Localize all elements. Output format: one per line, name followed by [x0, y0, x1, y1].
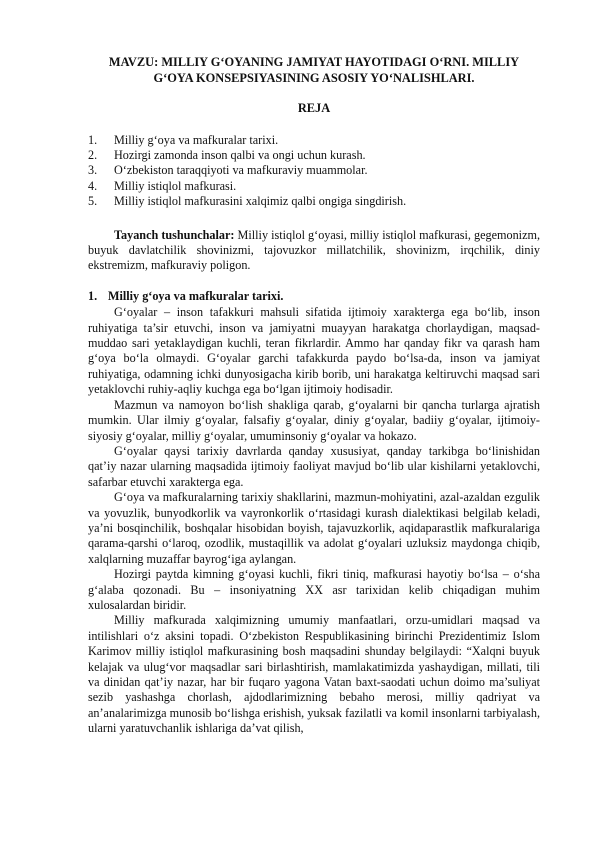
plan-item [88, 163, 540, 178]
section-heading [88, 289, 540, 304]
body-paragraph: G‘oya va mafkuralarning tarixiy shakllarini, mazmun-mohiyatini, azal-azaldan ezgulik va yovuzlik, bunyodkorlik va vayronkorlik o‘rtasidagi kurash dialektikasi belgilab keladi, ya’ni bosqinchilik, boshqalar hisobidan boyish, tajavuzkorlik, aqidaparastlik mafkuralariga qarama-qarshi o‘laroq, ozodlik, mustaqillik va adolat g‘oyalari uzluksiz maydonga chiqib, xalqlarning muzaffar bayrog‘iga aylangan. [88, 490, 540, 566]
plan-item-number: 5. [88, 194, 98, 209]
section-title: Milliy g‘oya va mafkuralar tarixi. [108, 288, 284, 303]
plan-item-text: O‘zbekiston taraqqiyoti va mafkuraviy muammolar. [114, 163, 368, 178]
plan-item-number: 1. [88, 132, 98, 147]
plan-item-text: Milliy istiqlol mafkurasi. [114, 178, 237, 193]
key-concepts-text: Milliy istiqlol g‘oyasi, milliy istiqlol mafkurasi, gegemonizm, buyuk davlatchilik shovinizmi, tajovuzkor millatchilik, shovinizm, irqchilik, diniy ekstremizm, mafkuraviy poligon. [88, 227, 541, 273]
plan-item [88, 194, 540, 209]
plan-item [88, 148, 540, 163]
plan-list [88, 133, 540, 210]
body-paragraph: G‘oyalar qaysi tarixiy davrlarda qanday xususiyat, qanday tarkibga bo‘linishidan qat’iy nazar ularning maqsadida ijtimoiy faoliyat mavjud bo‘lib ular kishilarni yetaklovchi, safarbar etuvchi xarakterga ega. [88, 443, 540, 489]
key-concepts-label: Tayanch tushunchalar: [114, 227, 235, 242]
plan-item [88, 133, 540, 148]
plan-item-text: Hozirgi zamonda inson qalbi va ongi uchun kurash. [114, 148, 366, 162]
plan-item-text: Milliy g‘oya va mafkuralar tarixi. [114, 132, 279, 147]
plan-item-number: 2. [88, 148, 98, 162]
plan-item-text: Milliy istiqlol mafkurasini xalqimiz qalbi ongiga singdirish. [114, 194, 407, 209]
key-concepts-paragraph [88, 228, 540, 274]
body-paragraph: Hozirgi paytda kimning g‘oyasi kuchli, fikri tiniq, mafkurasi hayotiy bo‘lsa – o‘sha g‘alaba qozonadi. Bu – insoniyatning XX asr tarixidan kelib chiqadigan muhim xulosalardan biridir. [88, 567, 540, 612]
plan-item-number: 4. [88, 178, 98, 193]
document-title: MAVZU: MILLIY G‘OYANING JAMIYAT HAYOTIDAGI O‘RNI. MILLIY G‘OYA KONSEPSIYASINING ASOSIY YO‘NALISHLARI. [108, 55, 520, 85]
body-paragraph: G‘oyalar – inson tafakkuri mahsuli sifatida ijtimoiy xarakterga ega bo‘lib, inson ruhiyatiga ta’sir etuvchi, inson va jamiyatni muayyan harakatga chorlaydigan, maqsad-muddao sari yetaklaydigan kuchli, teran fikrlardir. Ammo har qanday fikr va qarash ham g‘oya bo‘la olmaydi. G‘oyalar garchi tafakkurda paydo bo‘lsa-da, inson va jamiyat ruhiyatiga, odamning ichki dunyosigacha kirib borib, uni harakatga keltiruvchi maqsad sari yetaklovchi ruhiy-aqliy kuchga ega bo‘lgan ijtimoiy hodisadir. [88, 305, 540, 397]
body-paragraph: Milliy mafkurada xalqimizning umumiy manfaatlari, orzu-umidlari maqsad va intilishlari o‘z aksini topadi. O‘zbekiston Respublikasining birinchi Prezidentimiz Islom Karimov milliy istiqlol mafkurasining bosh maqsadini shunday belgilaydi: “Xalqni buyuk kelajak va ulug‘vor maqsadlar sari birlashtirish, mamlakatimizda yashaydigan, millati, tili va dinidan qat’iy nazar, har bir fuqaro yagona Vatan baxt-saodati uchun doimo ma’suliyat sezib yashashga chorlash, ajdodlarimizning bebaho merosi, milliy qadriyat va an’analarimizga munosib bo‘lishga erishish, yuksak fazilatli va komil insonlarni tarbiyalash, ularni yaratuvchanlik ishlariga da’vat qilish, [88, 613, 540, 736]
body-paragraph: Mazmun va namoyon bo‘lish shakliga qarab, g‘oyalarni bir qancha turlarga ajratish mumkin. Ular ilmiy g‘oyalar, falsafiy g‘oyalar, diniy g‘oyalar, badiiy g‘oyalar, ijtimoiy-siyosiy g‘oyalar, milliy g‘oyalar, umuminsoniy g‘oyalar va hokazo. [88, 397, 540, 443]
plan-item-number: 3. [88, 163, 98, 178]
section-number: 1. [88, 288, 98, 303]
document-page [88, 55, 540, 737]
plan-heading: REJA [297, 101, 331, 116]
plan-item [88, 179, 540, 194]
